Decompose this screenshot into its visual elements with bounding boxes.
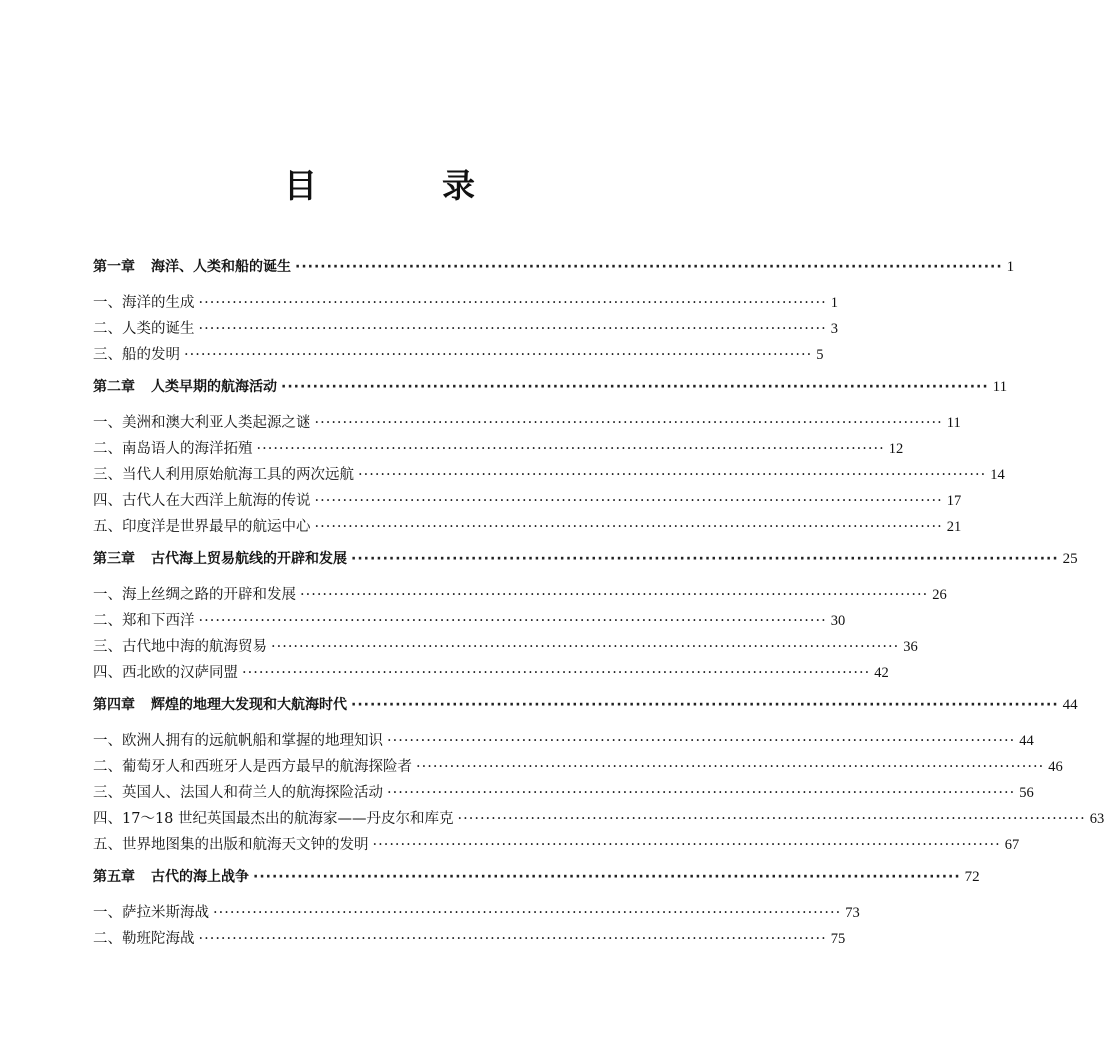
section-entry[interactable]: [93, 608, 846, 634]
page-number: 1: [1006, 259, 1015, 275]
section-title: 二、葡萄牙人和西班牙人是西方最早的航海探险者: [93, 759, 412, 775]
page-number: 73: [845, 905, 860, 921]
chapter-heading: [93, 546, 347, 572]
section-title: 一、美洲和澳大利亚人类起源之谜: [93, 415, 311, 431]
page-number: 67: [1004, 837, 1020, 853]
section-entry[interactable]: [93, 660, 889, 686]
chapter-number: 第二章: [93, 379, 135, 395]
chapter-entry[interactable]: [93, 254, 1015, 280]
dot-leader: ················································································································: [314, 519, 943, 535]
section-entry[interactable]: [93, 728, 1034, 754]
dot-leader: ················································································································: [372, 837, 1001, 853]
section-title: 二、勒班陀海战: [93, 931, 195, 947]
section-title: 三、英国人、法国人和荷兰人的航海探险活动: [93, 785, 383, 801]
chapter-entry[interactable]: [93, 374, 1008, 400]
dot-leader: ················································································································: [314, 493, 943, 509]
chapter-title: 古代海上贸易航线的开辟和发展: [151, 551, 347, 567]
chapter-number: 第一章: [93, 259, 135, 275]
section-entry[interactable]: [93, 754, 1063, 780]
section-entry[interactable]: [93, 436, 904, 462]
dot-leader: ················································································································: [184, 347, 813, 363]
chapter-heading: [93, 692, 347, 718]
page-number: 17: [946, 493, 962, 509]
section-entry[interactable]: [93, 488, 962, 514]
section-entry[interactable]: [93, 780, 1034, 806]
section-title: 二、郑和下西洋: [93, 613, 195, 629]
section-title: 三、船的发明: [93, 347, 180, 363]
page-number: 5: [816, 347, 824, 363]
page-number: 56: [1019, 785, 1034, 801]
chapter-title: 辉煌的地理大发现和大航海时代: [151, 697, 347, 713]
section-title: 二、人类的诞生: [93, 321, 195, 337]
section-entry[interactable]: [93, 290, 838, 316]
chapter-entry[interactable]: [93, 864, 980, 890]
chapter-entry[interactable]: [93, 546, 1078, 572]
section-entry[interactable]: [93, 410, 961, 436]
page-title: 目 录: [284, 166, 521, 205]
chapter-number: 第四章: [93, 697, 135, 713]
chapter-heading: [93, 254, 291, 280]
page-number: 12: [888, 441, 904, 457]
section-title: 一、萨拉米斯海战: [93, 905, 209, 921]
dot-leader: ················································································································: [198, 295, 827, 311]
section-title: 五、印度洋是世界最早的航运中心: [93, 519, 311, 535]
section-entry[interactable]: [93, 634, 918, 660]
dot-leader: ················································································································: [457, 811, 1086, 827]
chapter-heading: [93, 864, 249, 890]
dot-leader: ················································································································: [271, 639, 900, 655]
page-number: 26: [932, 587, 947, 603]
dot-leader: ················································································································: [387, 733, 1016, 749]
dot-leader: ················································································································: [314, 415, 943, 431]
dot-leader: ················································································································: [253, 869, 961, 885]
page-number: 21: [946, 519, 962, 535]
section-title: 一、海洋的生成: [93, 295, 195, 311]
section-entry[interactable]: [93, 832, 1020, 858]
page-number: 44: [1019, 733, 1034, 749]
page-number: 42: [874, 665, 889, 681]
chapter-title: 古代的海上战争: [151, 869, 249, 885]
section-entry[interactable]: [93, 926, 846, 952]
section-entry[interactable]: [93, 806, 1104, 832]
page-number: 63: [1089, 811, 1104, 827]
section-title: 四、西北欧的汉萨同盟: [93, 665, 238, 681]
section-entry[interactable]: [93, 900, 860, 926]
dot-leader: ················································································································: [300, 587, 929, 603]
chapter-number: 第五章: [93, 869, 135, 885]
section-title: 三、当代人利用原始航海工具的两次远航: [93, 467, 354, 483]
page-number: 11: [946, 415, 961, 431]
dot-leader: ················································································································: [351, 551, 1059, 567]
dot-leader: ················································································································: [387, 785, 1016, 801]
dot-leader: ················································································································: [242, 665, 871, 681]
dot-leader: ················································································································: [198, 931, 827, 947]
page-number: 30: [830, 613, 846, 629]
section-entry[interactable]: [93, 582, 947, 608]
section-entry[interactable]: [93, 462, 1005, 488]
dot-leader: ················································································································: [281, 379, 989, 395]
section-title: 二、南岛语人的海洋拓殖: [93, 441, 253, 457]
section-title: 三、古代地中海的航海贸易: [93, 639, 267, 655]
dot-leader: ················································································································: [295, 259, 1003, 275]
table-of-contents: [93, 254, 1104, 952]
dot-leader: ················································································································: [358, 467, 987, 483]
dot-leader: ················································································································: [213, 905, 842, 921]
chapter-number: 第三章: [93, 551, 135, 567]
page-number: 3: [830, 321, 838, 337]
dot-leader: ················································································································: [351, 697, 1059, 713]
page-number: 1: [830, 295, 838, 311]
page-number: 75: [830, 931, 846, 947]
section-entry[interactable]: [93, 316, 838, 342]
page-number: 14: [990, 467, 1005, 483]
section-title: 四、古代人在大西洋上航海的传说: [93, 493, 311, 509]
page-number: 11: [992, 379, 1008, 395]
chapter-entry[interactable]: [93, 692, 1078, 718]
section-entry[interactable]: [93, 514, 962, 540]
page-number: 36: [903, 639, 918, 655]
chapter-title: 海洋、人类和船的诞生: [151, 259, 291, 275]
section-title: 五、世界地图集的出版和航海天文钟的发明: [93, 837, 369, 853]
page-number: 46: [1048, 759, 1063, 775]
page-number: 72: [964, 869, 980, 885]
dot-leader: ················································································································: [256, 441, 885, 457]
dot-leader: ················································································································: [198, 613, 827, 629]
section-entry[interactable]: [93, 342, 824, 368]
section-title: 四、17～18 世纪英国最杰出的航海家——丹皮尔和库克: [93, 811, 454, 827]
dot-leader: ················································································································: [416, 759, 1045, 775]
page-number: 25: [1062, 551, 1078, 567]
section-title: 一、欧洲人拥有的远航帆船和掌握的地理知识: [93, 733, 383, 749]
section-title: 一、海上丝绸之路的开辟和发展: [93, 587, 296, 603]
chapter-heading: [93, 374, 277, 400]
chapter-title: 人类早期的航海活动: [151, 379, 277, 395]
dot-leader: ················································································································: [198, 321, 827, 337]
page-number: 44: [1062, 697, 1078, 713]
